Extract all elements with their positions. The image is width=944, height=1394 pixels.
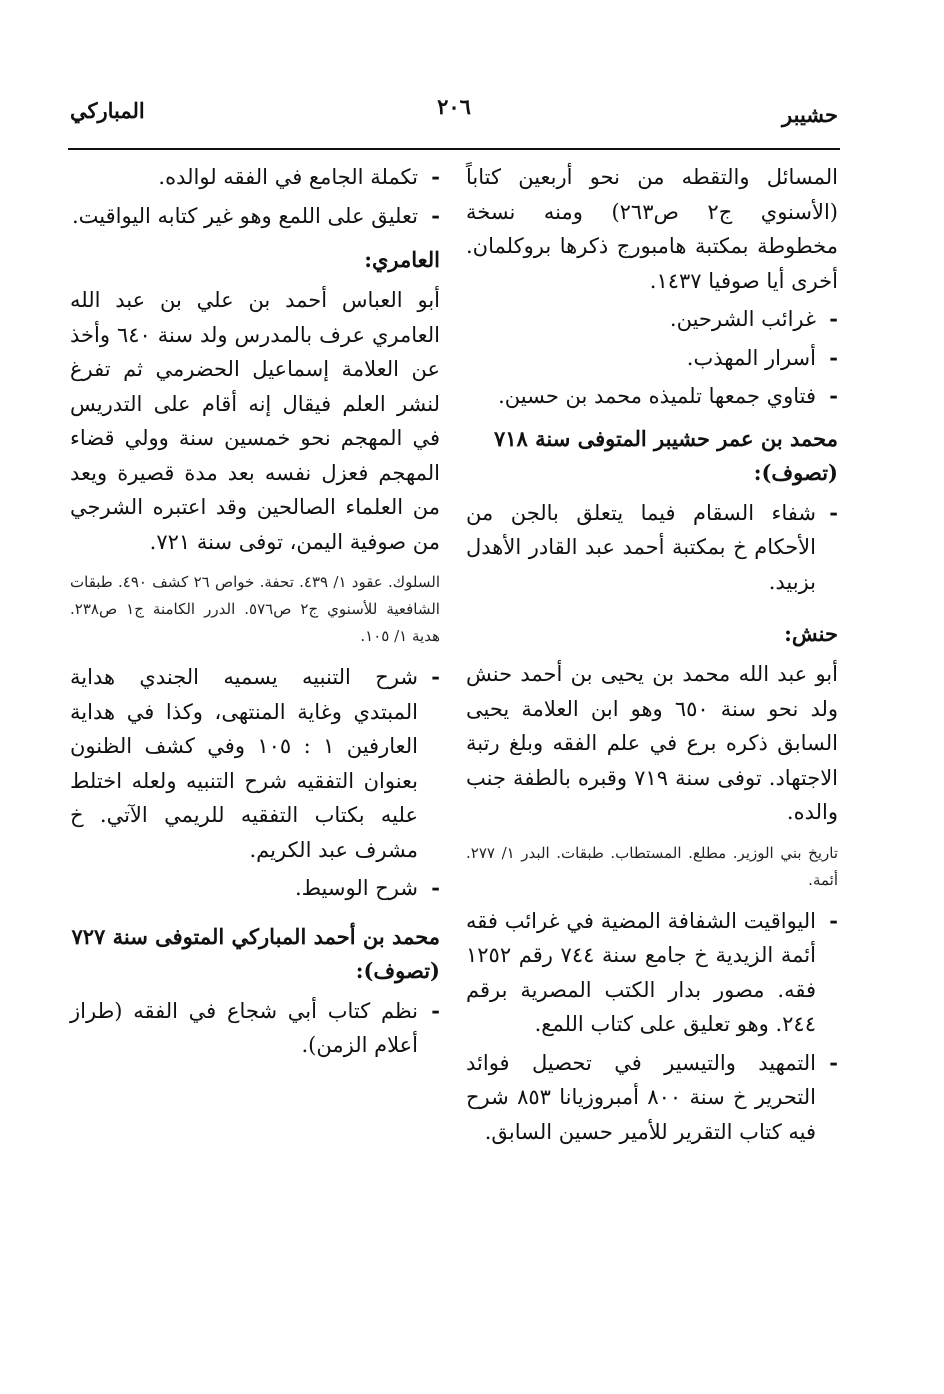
list-item: - شرح الوسيط. [70,871,440,906]
works-list [466,904,838,1150]
page-number: ٢٠٦ [437,94,471,119]
header-rule [68,148,840,150]
right-column [466,160,838,1153]
entry-heading: محمد بن أحمد المباركي المتوفى سنة ٧٢٧ (تصوف): [71,923,440,983]
list-item: - تعليق على اللمع وهو غير كتابه اليواقيت. [70,199,440,234]
works-list [466,496,838,600]
entry-heading: حنش: [784,621,838,646]
entry-heading: محمد بن عمر حشيبر المتوفى سنة ٧١٨ (تصوف): [493,425,838,485]
list-item: - التمهيد والتيسير في تحصيل فوائد التحرير خ سنة ٨٠٠ أمبروزيانا ٨٥٣ شرح فيه كتاب التقرير للأمير حسين السابق. [466,1046,838,1150]
biography: أبو العباس أحمد بن علي بن عبد الله العامري عرف بالمدرس ولد سنة ٦٤٠ وأخذ عن العلامة إسماعيل الحضرمي ثم تفرغ لنشر العلم فيقال إنه أقام على التدريس في المهجم نحو خمسين سنة وولي قضاء المهجم فعزل نفسه بعد مدة قصيرة ويعد من العلماء الصالحين وقد اعتبره الشرجي من صوفية اليمن، توفى سنة ٧٢١. [70,288,440,554]
entry-heading: العامري: [364,247,440,272]
left-column [70,160,440,1067]
works-list [70,160,440,233]
works-list [466,302,838,414]
works-list [70,994,440,1063]
list-item: - شرح التنبيه يسميه الجندي هداية المبتدي وغاية المنتهى، وكذا في هداية العارفين ١ : ١٠٥ وفي كشف الظنون بعنوان التفقيه شرح التنبيه ولعله اختلط عليه بكتاب التفقيه للريمي الآتي. خ مشرف عبد الكريم. [70,660,440,867]
list-item: - تكملة الجامع في الفقه لوالده. [70,160,440,195]
running-head-right: حشيبر [782,102,838,127]
list-item: - فتاوي جمعها تلميذه محمد بن حسين. [466,379,838,414]
list-item: - أسرار المهذب. [466,341,838,376]
sources-note: السلوك. عقود ١/ ٤٣٩. تحفة. خواص ٢٦ كشف ٤٩٠. طبقات الشافعية للأسنوي ج٢ ص٥٧٦. الدرر الكامنة ج١ ص٢٣٨. هدية ١/ ١٠٥. [70,573,440,645]
continued-paragraph: المسائل والتقطه من نحو أربعين كتاباً (الأسنوي ج٢ ص٢٦٣) ومنه نسخة مخطوطة بمكتبة هامبورج ذكرها بروكلمان. أخرى أيا صوفيا ١٤٣٧. [466,165,838,293]
running-head-left: المباركي [70,98,145,123]
list-item: - نظم كتاب أبي شجاع في الفقه (طراز أعلام الزمن). [70,994,440,1063]
biography: أبو عبد الله محمد بن يحيى بن أحمد حنش ولد نحو سنة ٦٥٠ وهو ابن العلامة يحيى السابق ذكره برع في علم الفقه وبلغ رتبة الاجتهاد. توفى سنة ٧١٩ وقبره بالطفة جنب والده. [466,662,839,824]
sources-note: تاريخ بني الوزير. مطلع. المستطاب. طبقات. البدر ١/ ٢٧٧. أئمة. [466,843,838,889]
works-list [70,660,440,906]
list-item: - اليواقيت الشفافة المضية في غرائب فقه أئمة الزيدية خ جامع سنة ٧٤٤ رقم ١٢٥٢ فقه. مصور بدار الكتب المصرية برقم ٢٤٤. وهو تعليق على كتاب اللمع. [466,904,838,1042]
list-item: - شفاء السقام فيما يتعلق بالجن من الأحكام خ بمكتبة أحمد عبد القادر الأهدل بزبيد. [466,496,838,600]
list-item: - غرائب الشرحين. [466,302,838,337]
page-header [70,88,838,132]
